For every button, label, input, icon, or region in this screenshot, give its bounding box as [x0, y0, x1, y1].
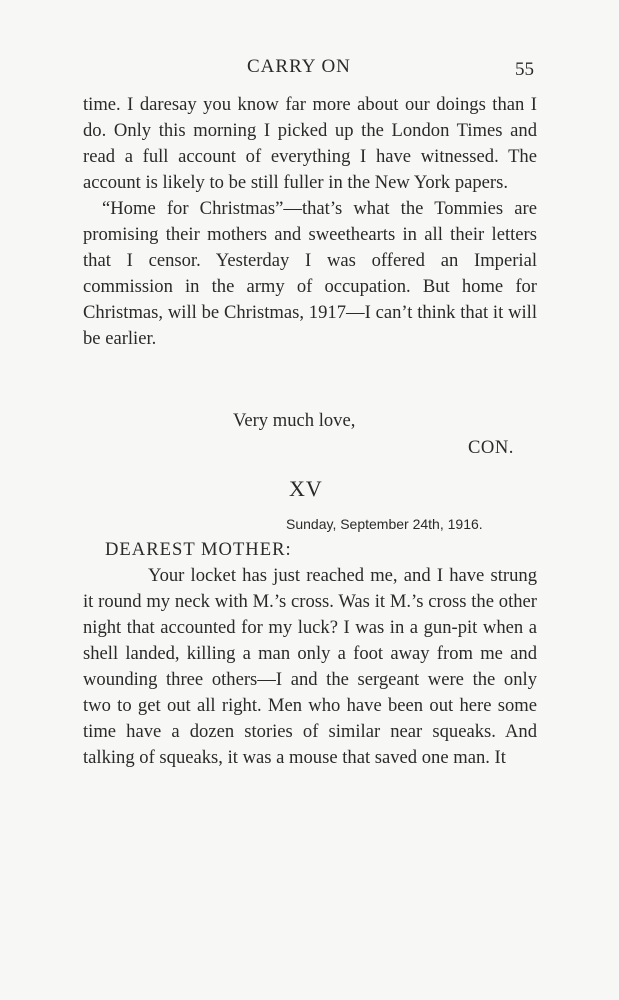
- section-paragraph-1: Your locket has just reached me, and I have strung it round my neck with M.’s cross. Was it M.’s cross the other night that accounted for my luck? I was in a gun-pit when a shell landed, killing a man only a foot away from me and wounding three others—I and the sergeant were the only two to get out all right. Men who have been out here some time have a dozen stories of similar near squeaks. And talking of squeaks, it was a mouse that saved one man. It: [83, 565, 537, 768]
- salutation: DEAREST MOTHER:: [105, 539, 292, 560]
- running-head: CARRY ON: [247, 56, 351, 77]
- section-heading: XV: [289, 476, 323, 501]
- dateline: Sunday, September 24th, 1916.: [286, 516, 483, 532]
- letter-paragraph-1: time. I daresay you know far more about our doings than I do. Only this morning I picked up the London Times and read a full account of everything I have witnessed. The account is likely to be still fuller in the New York papers.: [83, 94, 537, 193]
- letter-body: [83, 92, 537, 352]
- letter-signature: CON.: [468, 437, 514, 458]
- letter-closing: Very much love,: [233, 410, 356, 431]
- section-body: [83, 563, 537, 771]
- letter-paragraph-2: “Home for Christmas”—that’s what the Tommies are promising their mothers and sweethearts in all their letters that I censor. Yesterday I was offered an Imperial commission in the army of occupation. But home for Christmas, will be Christmas, 1917—I can’t think that it will be earlier.: [83, 198, 537, 349]
- page-number: 55: [515, 59, 534, 80]
